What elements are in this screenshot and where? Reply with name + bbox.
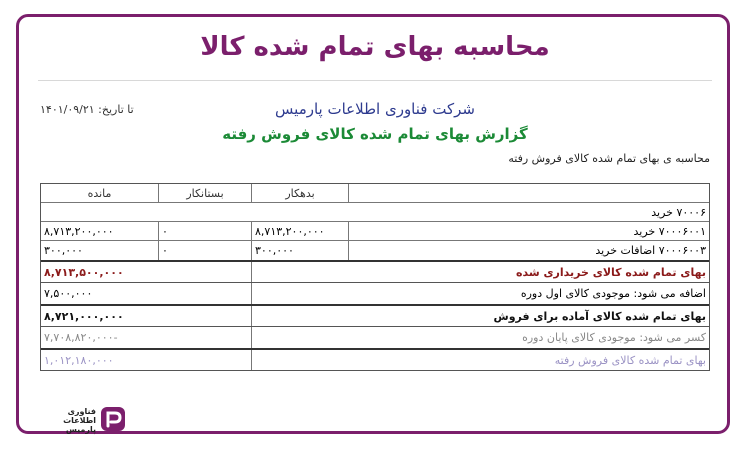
parmis-logo-icon [98, 404, 128, 434]
summary-row-opening-inventory [41, 282, 709, 304]
summary-label: کسر می شود: موجودی کالای پایان دوره [251, 327, 709, 348]
logo-line: اطلاعات [63, 416, 96, 425]
summary-value: ۸,۷۱۳,۵۰۰,۰۰۰ [44, 266, 124, 279]
table-header [41, 184, 709, 203]
row-remaining: ۸,۷۱۳,۲۰۰,۰۰۰ [44, 225, 114, 238]
summary-row-closing-inventory [41, 326, 709, 348]
row-debit: ۸,۷۱۳,۲۰۰,۰۰۰ [251, 222, 348, 240]
summary-value: ۷,۷۰۸,۸۲۰,۰۰۰- [44, 331, 118, 344]
column-header-credit: بستانکار [158, 184, 251, 202]
summary-label: بهای تمام شده کالای آماده برای فروش [251, 306, 709, 326]
row-remaining: ۳۰۰,۰۰۰ [44, 244, 83, 257]
group-label: ۷۰۰۰۶ خرید [651, 206, 706, 219]
group-row [41, 203, 709, 222]
report-subtitle: محاسبه ی بهای تمام شده کالای فروش رفته [508, 152, 710, 165]
summary-row-purchased-cost [41, 260, 709, 282]
summary-label: بهای تمام شده کالای خریداری شده [251, 262, 709, 282]
logo-text [48, 407, 96, 434]
to-date: تا تاریخ: ۱۴۰۱/۰۹/۲۱ [40, 103, 134, 116]
row-credit: ۰ [158, 222, 251, 240]
row-description: ۷۰۰۰۶۰۰۱ خرید [348, 222, 709, 240]
logo-line: فناوری [67, 407, 96, 416]
row-debit: ۳۰۰,۰۰۰ [251, 241, 348, 260]
report-title: گزارش بهای تمام شده کالای فروش رفته [222, 125, 528, 143]
summary-label: اضافه می شود: موجودی کالای اول دوره [251, 283, 709, 304]
title-divider [38, 80, 712, 81]
cost-table [40, 183, 710, 371]
summary-row-available-for-sale [41, 304, 709, 326]
table-row [41, 241, 709, 260]
summary-value: ۸,۷۲۱,۰۰۰,۰۰۰ [44, 310, 124, 323]
summary-row-cost-of-goods-sold [41, 348, 709, 370]
column-header-remaining: مانده [87, 187, 112, 200]
column-header-debit: بدهکار [251, 184, 348, 202]
logo-line: پارمیس [65, 425, 96, 434]
row-credit: ۰ [158, 241, 251, 260]
column-header-description [348, 184, 709, 202]
summary-value: ۷,۵۰۰,۰۰۰ [44, 287, 93, 300]
summary-value: ۱,۰۱۲,۱۸۰,۰۰۰ [44, 354, 114, 367]
page-title: محاسبه بهای تمام شده کالا [200, 32, 550, 62]
row-description: ۷۰۰۰۶۰۰۳ اضافات خرید [348, 241, 709, 260]
summary-label: بهای تمام شده کالای فروش رفته [251, 350, 709, 370]
company-name: شرکت فناوری اطلاعات پارمیس [275, 100, 475, 118]
table-row [41, 222, 709, 241]
